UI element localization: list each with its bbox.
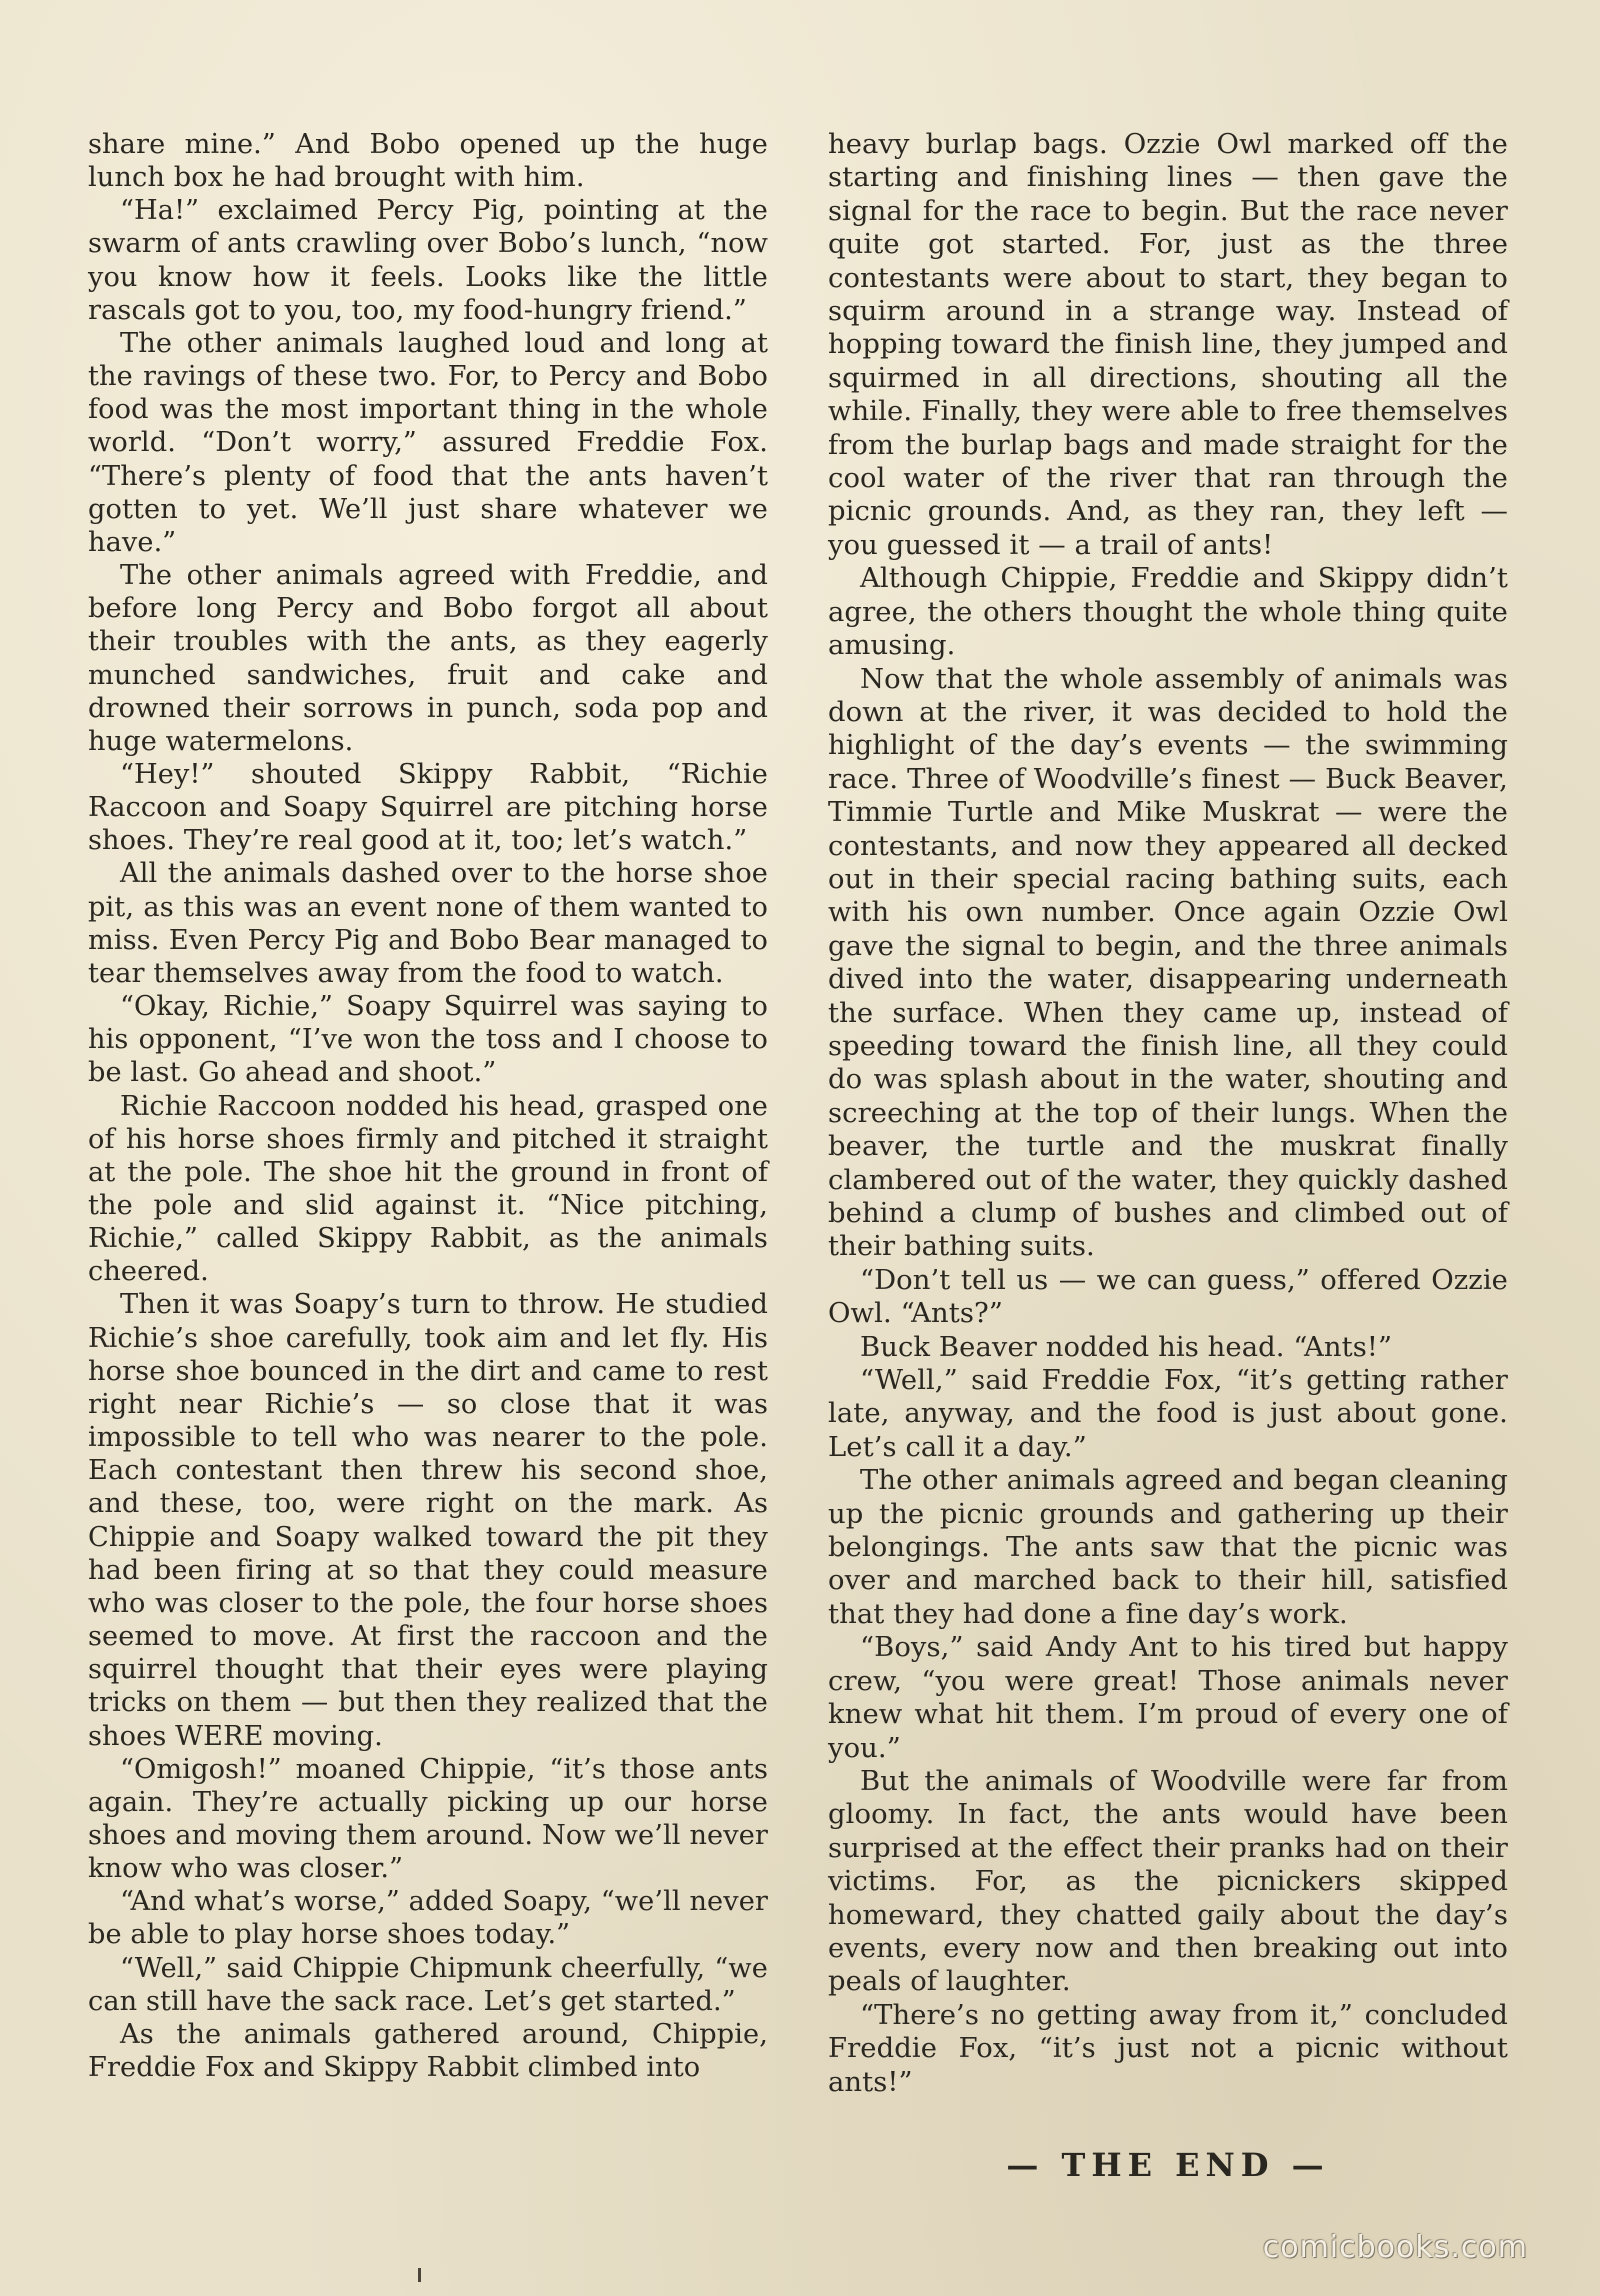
paragraph: Buck Beaver nodded his head. “Ants!” — [860, 1331, 1393, 1363]
paragraph: The other animals agreed with Freddie, and before long Percy and Bobo forgot all about their troubles with the ants, as they eagerly munched sandwiches, fruit and cake and drowned their sorrows in punch, soda pop and huge watermelons. — [88, 560, 768, 757]
paragraph: Richie Raccoon nodded his head, grasped one of his horse shoes firmly and pitched it straight at the pole. The shoe hit the ground in front of the pole and slid against it. “Nice pitching, Richie,” called Skippy Rabbit, as the animals cheered. — [88, 1090, 768, 1288]
paragraph: Then it was Soapy’s turn to throw. He studied Richie’s shoe carefully, took aim and let fly. His horse shoe bounced in the dirt and came to rest right near Richie’s — so close that it was impossible to tell who was nearer to the pole. Each contestant then threw his second shoe, and these, too, were right on the mark. As Chippie and Soapy walked toward the pit they had been firing at so that they could measure who was closer to the pole, the four horse shoes seemed to move. At first the raccoon and the squirrel thought that their eyes were playing tricks on them — but then they realized that the shoes WERE moving. — [88, 1289, 768, 1752]
paragraph: “And what’s worse,” added Soapy, “we’ll never be able to play horse shoes today.” — [88, 1886, 768, 1951]
site-watermark: comicbooks.com — [1262, 2230, 1528, 2265]
paragraph: As the animals gathered around, Chippie, Freddie Fox and Skippy Rabbit climbed into — [88, 2018, 768, 2084]
paragraph: “Well,” said Chippie Chipmunk cheerfully, “we can still have the sack race. Let’s get started.” — [88, 1952, 768, 2017]
paragraph: heavy burlap bags. Ozzie Owl marked off the starting and finishing lines — then gave the signal for the race to begin. But the race never quite got started. For, just as the three contestants were about to start, they began to squirm around in a strange way. Instead of hopping toward the finish line, they jumped and squirmed in all directions, shouting all the while. Finally, they were able to free themselves from the burlap bags and made straight for the cool water of the river that ran through the picnic grounds. And, as they ran, they left — you guessed it — a trail of ants! — [828, 129, 1508, 561]
paragraph: “Hey!” shouted Skippy Rabbit, “Richie Raccoon and Soapy Squirrel are pitching horse shoes. They’re real good at it, too; let’s watch.” — [88, 758, 768, 857]
the-end-mark: — THE END — — [1006, 2146, 1330, 2184]
paragraph: “Well,” said Freddie Fox, “it’s getting rather late, anyway, and the food is just about gone. Let’s call it a day.” — [828, 1365, 1508, 1463]
paragraph: But the animals of Woodville were far from gloomy. In fact, the ants would have been surprised at the effect their pranks had on their victims. For, as the picnickers skipped homeward, they chatted gaily about the day’s events, every now and then breaking out into peals of laughter. — [828, 1765, 1508, 1998]
paragraph: “Okay, Richie,” Soapy Squirrel was saying to his opponent, “I’ve won the toss and I choose to be last. Go ahead and shoot.” — [88, 991, 768, 1089]
paragraph: “Don’t tell us — we can guess,” offered Ozzie Owl. “Ants?” — [828, 1264, 1508, 1330]
paragraph: All the animals dashed over to the horse shoe pit, as this was an event none of them wanted to miss. Even Percy Pig and Bobo Bear managed to tear themselves away from the food to watch. — [88, 858, 768, 989]
left-text-column — [88, 128, 768, 2084]
paragraph: “There’s no getting away from it,” concluded Freddie Fox, “it’s just not a picnic without ants!” — [828, 1999, 1508, 2098]
paragraph: Although Chippie, Freddie and Skippy didn’t agree, the others thought the whole thing quite amusing. — [828, 563, 1508, 662]
paragraph: Now that the whole assembly of animals was down at the river, it was decided to hold the highlight of the day’s events — the swimming race. Three of Woodville’s finest — Buck Beaver, Timmie Turtle and Mike Muskrat — were the contestants, and now they appeared all decked out in their special racing bathing suits, each with his own number. Once again Ozzie Owl gave the signal to begin, and the three animals dived into the water, disappearing underneath the surface. When they came up, instead of speeding toward the finish line, all they could do was splash about in the water, shouting and screeching at the top of their lungs. When the beaver, the turtle and the muskrat finally clambered out of the water, they quickly dashed behind a clump of bushes and climbed out of their bathing suits. — [828, 663, 1508, 1263]
paragraph: “Omigosh!” moaned Chippie, “it’s those ants again. They’re actually picking up our horse shoes and moving them around. Now we’ll never know who was closer.” — [88, 1753, 768, 1885]
paragraph: The other animals agreed and began cleaning up the picnic grounds and gathering up their belongings. The ants saw that the picnic was over and marched back to their hill, satisfied that they had done a fine day’s work. — [828, 1465, 1508, 1630]
paragraph: “Boys,” said Andy Ant to his tired but happy crew, “you were great! Those animals never knew what hit them. I’m proud of every one of you.” — [828, 1632, 1508, 1764]
right-text-column — [828, 128, 1508, 2099]
paragraph: The other animals laughed loud and long at the ravings of these two. For, to Percy and Bobo food was the most important thing in the whole world. “Don’t worry,” assured Freddie Fox. “There’s plenty of food that the ants haven’t gotten to yet. We’ll just share whatever we have.” — [88, 327, 768, 558]
paragraph: “Ha!” exclaimed Percy Pig, pointing at the swarm of ants crawling over Bobo’s lunch, “now you know how it feels. Looks like the little rascals got to you, too, my food-hungry friend.” — [88, 195, 768, 326]
paragraph: share mine.” And Bobo opened up the huge lunch box he had brought with him. — [88, 129, 768, 194]
print-mark — [418, 2268, 421, 2282]
